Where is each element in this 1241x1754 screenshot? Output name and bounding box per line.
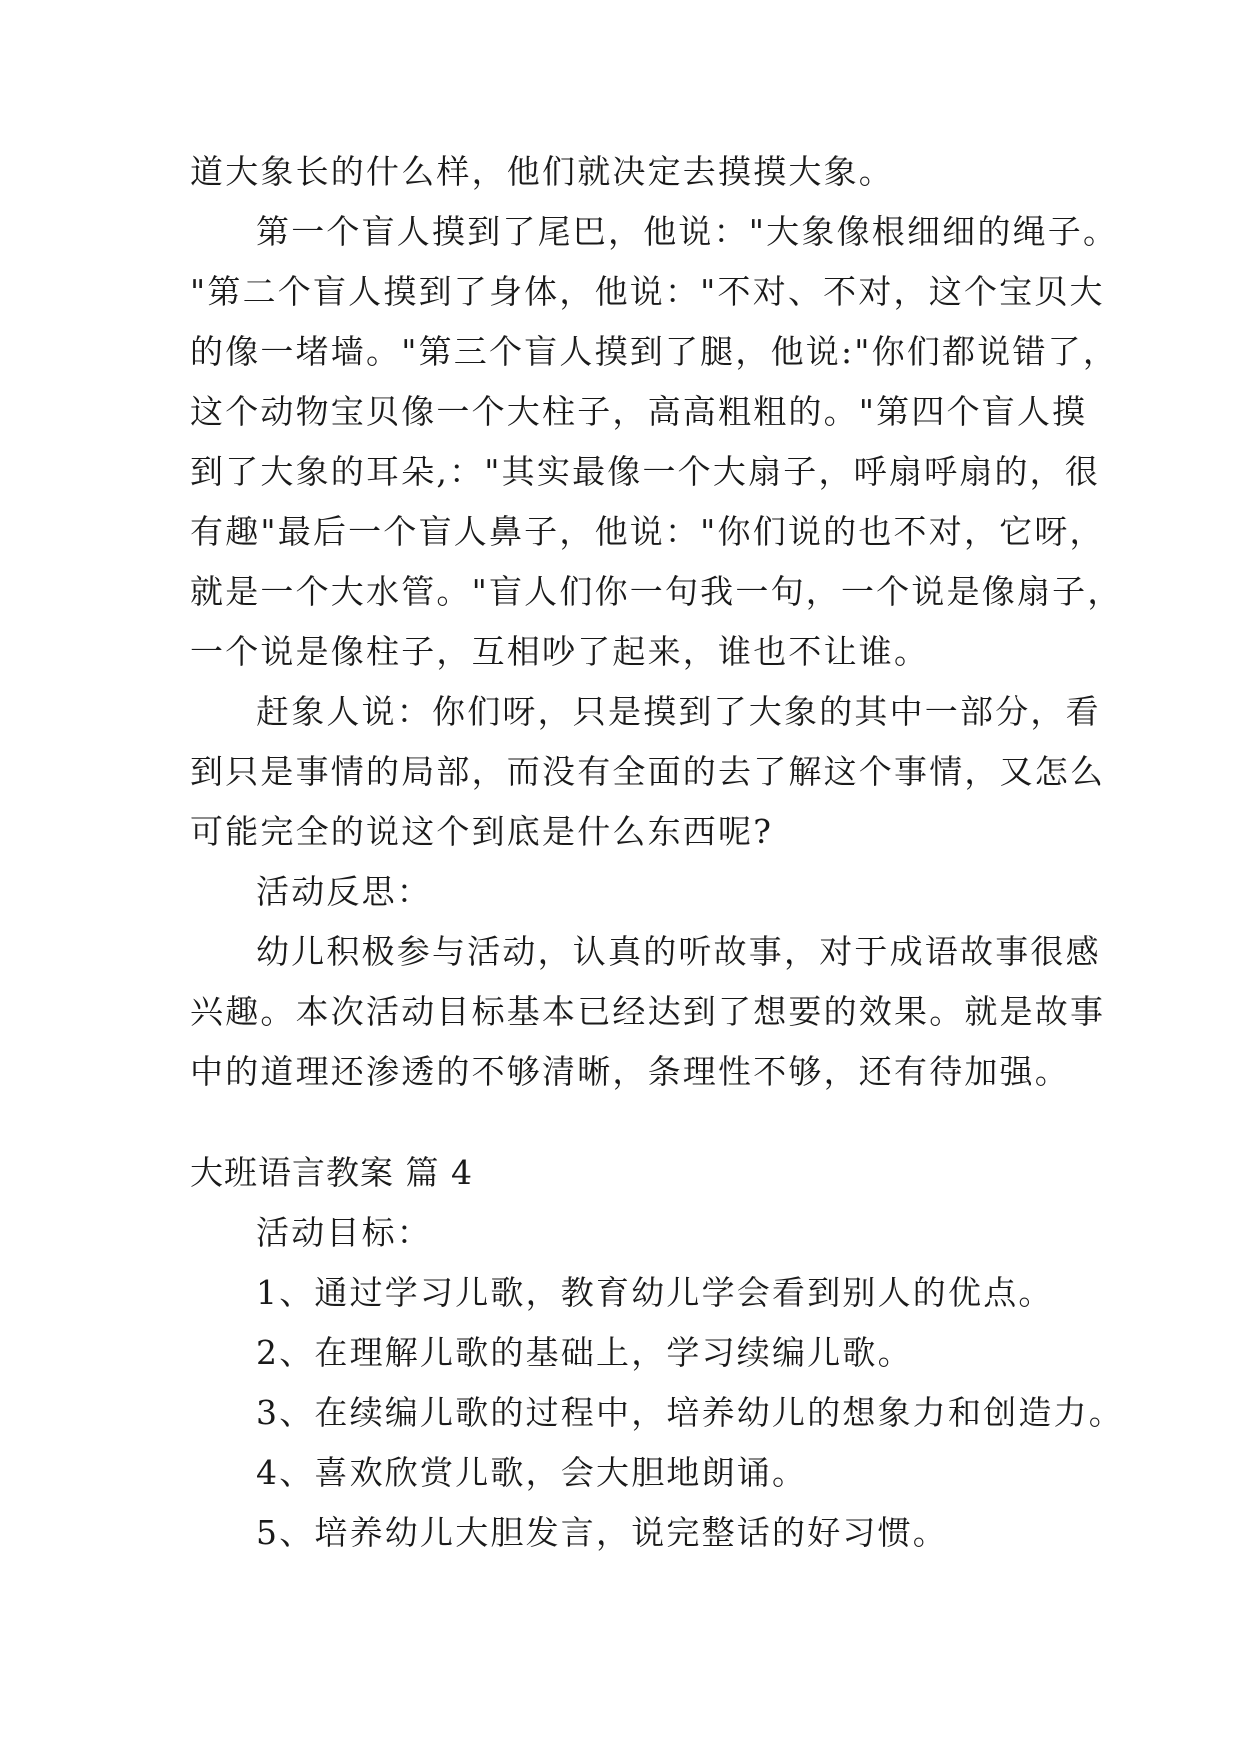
reflection-line: 中的道理还渗透的不够清晰，条理性不够，还有待加强。 xyxy=(190,1052,1070,1091)
story-line: 第一个盲人摸到了尾巴，他说："大象像根细细的绳子。 xyxy=(256,212,1119,251)
section-title: 大班语言教案 篇 4 xyxy=(190,1153,473,1192)
goal-item: 3、在续编儿歌的过程中，培养幼儿的想象力和创造力。 xyxy=(256,1393,1124,1432)
story-line: 有趣"最后一个盲人鼻子，他说："你们说的也不对，它呀， xyxy=(190,512,1105,551)
story-line: "第二个盲人摸到了身体，他说："不对、不对，这个宝贝大 xyxy=(190,272,1105,311)
story-line: 这个动物宝贝像一个大柱子，高高粗粗的。"第四个盲人摸 xyxy=(190,392,1088,431)
goals-heading: 活动目标： xyxy=(256,1213,432,1252)
story-line: 可能完全的说这个到底是什么东西呢? xyxy=(190,812,774,851)
story-line: 的像一堵墙。"第三个盲人摸到了腿，他说:"你们都说错了， xyxy=(190,332,1119,371)
goal-item: 4、喜欢欣赏儿歌，会大胆地朗诵。 xyxy=(256,1453,808,1492)
goal-item: 5、培养幼儿大胆发言，说完整话的好习惯。 xyxy=(256,1513,948,1552)
reflection-line: 兴趣。本次活动目标基本已经达到了想要的效果。就是故事 xyxy=(190,992,1106,1031)
story-line: 一个说是像柱子，互相吵了起来，谁也不让谁。 xyxy=(190,632,930,671)
story-line: 就是一个大水管。"盲人们你一句我一句，一个说是像扇子， xyxy=(190,572,1123,611)
story-line: 到了大象的耳朵,："其实最像一个大扇子，呼扇呼扇的，很 xyxy=(190,452,1101,491)
story-line: 赶象人说：你们呀，只是摸到了大象的其中一部分，看 xyxy=(256,692,1101,731)
reflection-heading: 活动反思： xyxy=(256,872,432,911)
story-line: 道大象长的什么样，他们就决定去摸摸大象。 xyxy=(190,152,894,191)
story-line: 到只是事情的局部，而没有全面的去了解这个事情，又怎么 xyxy=(190,752,1106,791)
goal-item: 1、通过学习儿歌，教育幼儿学会看到别人的优点。 xyxy=(256,1273,1054,1312)
reflection-line: 幼儿积极参与活动，认真的听故事，对于成语故事很感 xyxy=(256,932,1101,971)
goal-item: 2、在理解儿歌的基础上，学习续编儿歌。 xyxy=(256,1333,913,1372)
